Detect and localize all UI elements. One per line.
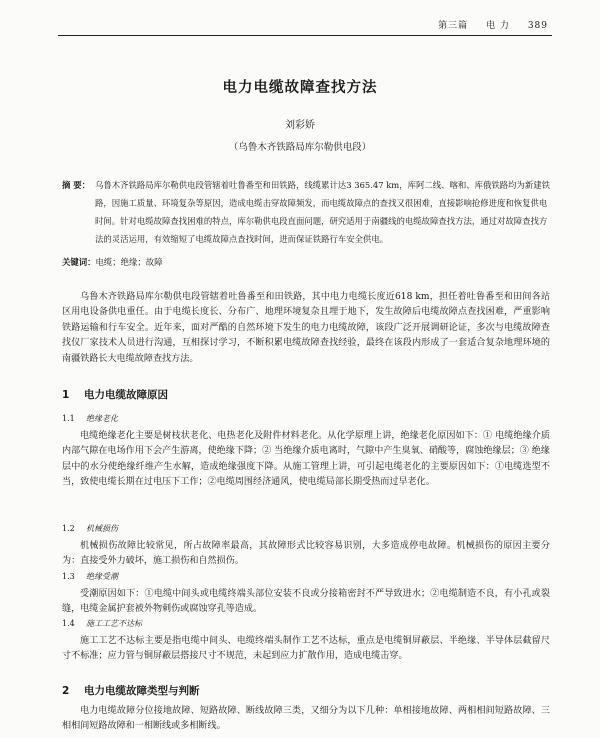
subsection-1-4-text: 施工工艺不达标主要是指电缆中间头、电缆终端头制作工艺不达标，重点是电缆铜屏蔽层、半绝缘、半导体层截留尺寸不标准；应力管与铜屏蔽层搭接尺寸不规范，未起到应力扩散作用，造成电缆击穿。 (62, 636, 550, 662)
abstract-text: 乌鲁木齐铁路局库尔勒供电段管辖着吐鲁番至和田铁路，线缆累计达3 365.47 km，库阿二线、喀和、库俄铁路均为新建铁路，因施工质量、环境复杂等原因，造成电缆击穿故障频发，而电缆故障点的查找又很困难，直接影响抢修进度和恢复供电时间。针对电缆故障查找困难的特点，库尔勒供电段直面问题，研究适用于南疆线的电缆故障查找方法，通过对故障查找方法的灵活运用，有效缩短了电缆故障点查找时间，进而保证铁路行车安全供电。 (95, 180, 550, 244)
subsection-1-2-number: 1.2 (62, 524, 75, 533)
abstract-label: 摘 要： (62, 180, 91, 190)
subsection-1-1-number: 1.1 (62, 414, 75, 423)
subsection-1-2-heading (62, 523, 118, 534)
subsection-1-2-text: 机械损伤故障比较常见，所占故障率最高，其故障形式比较容易识别，大多造成停电故障。机械损伤的原因主要分为：直接受外力破坏，施工损伤和自然损伤。 (62, 541, 550, 567)
section-2-number: 2 (62, 685, 70, 697)
subsection-1-4-number: 1.4 (62, 619, 75, 628)
affiliation: （乌鲁木齐铁路局库尔勒供电段） (228, 142, 372, 153)
subsection-1-1-text: 电缆绝缘老化主要是树枝状老化、电热老化及附件材料老化。从化学原理上讲，绝缘老化原因如下：① 电缆绝缘介质内部气隙在电场作用下会产生游离，使绝缘下降；② 当绝缘介质电离时，气隙中产生臭氧、硝酸等，腐蚀绝缘层；③ 绝缘层中的水分使绝缘纤维产生水解，造成绝缘强度下降。从施工管理上讲，可引起电缆老化的主要原因如下：①电缆选型不当，致使电缆长期在过电压下工作；②电缆周围经济通风，使电缆局部长期受热而过早老化。 (62, 431, 550, 488)
header-page-number: 389 (527, 21, 548, 31)
subsection-1-2-title: 机械损伤 (86, 524, 118, 533)
section-1-title: 电力电缆故障原因 (84, 389, 168, 401)
subsection-1-4-title: 施工工艺不达标 (86, 619, 142, 628)
header-part: 第三篇 (438, 21, 469, 31)
intro-paragraph: 乌鲁木齐铁路局库尔勒供电段管辖着吐鲁番至和田铁路，其中电力电缆长度近618 km，担任着吐鲁番至和田间各站区用电设备供电重任。由于电缆长度长、分布广、地理环境复杂且埋于地下，发生故障后电缆故障点查找困难，严重影响铁路运输和行车安全。近年来，面对严酷的自然环境下发生的电力电缆故障，该段广泛开展调研论证，多次与电缆故障查找仪厂家技术人员进行沟通，互相探讨学习，不断积累电缆故障查找经验，最终在该段内形成了一套适合复杂地理环境的南疆铁路长大电缆故障查找方法。 (62, 292, 550, 364)
subsection-1-1-title: 绝缘老化 (86, 414, 118, 423)
subsection-1-3-heading (62, 571, 118, 582)
section-2-heading (62, 683, 200, 698)
keywords-label: 关键词： (62, 257, 96, 267)
section-2-text: 电力电缆故障分位接地故障、短路故障、断线故障三类，又细分为以下几种：单相接地故障、两相相间短路故障、三相相间短路故障和一相断线或多相断线。 (62, 706, 550, 732)
running-header (424, 18, 548, 31)
header-rule (58, 35, 552, 36)
keywords-text: 电缆；绝缘；故障 (95, 257, 163, 267)
subsection-1-1-heading (62, 413, 118, 424)
subsection-1-3-title: 绝缘受潮 (86, 572, 118, 581)
section-1-number: 1 (62, 389, 70, 401)
keywords (62, 256, 550, 268)
section-1-heading (62, 387, 168, 402)
section-2-title: 电力电缆故障类型与判断 (84, 685, 200, 697)
subsection-1-3-text: 受潮原因如下：①电缆中间头或电缆终端头部位安装不良或分接箱密封不严导致进水；②电缆制造不良，有小孔或裂缝，电缆金属护套被外物刺伤或腐蚀穿孔等造成。 (62, 589, 550, 615)
subsection-1-4-heading (62, 618, 142, 629)
subsection-1-3-number: 1.3 (62, 572, 75, 581)
paper-title: 电力电缆故障查找方法 (222, 80, 378, 96)
author: 刘彩娇 (285, 120, 315, 131)
abstract (62, 176, 550, 248)
header-section: 电 力 (486, 21, 510, 31)
